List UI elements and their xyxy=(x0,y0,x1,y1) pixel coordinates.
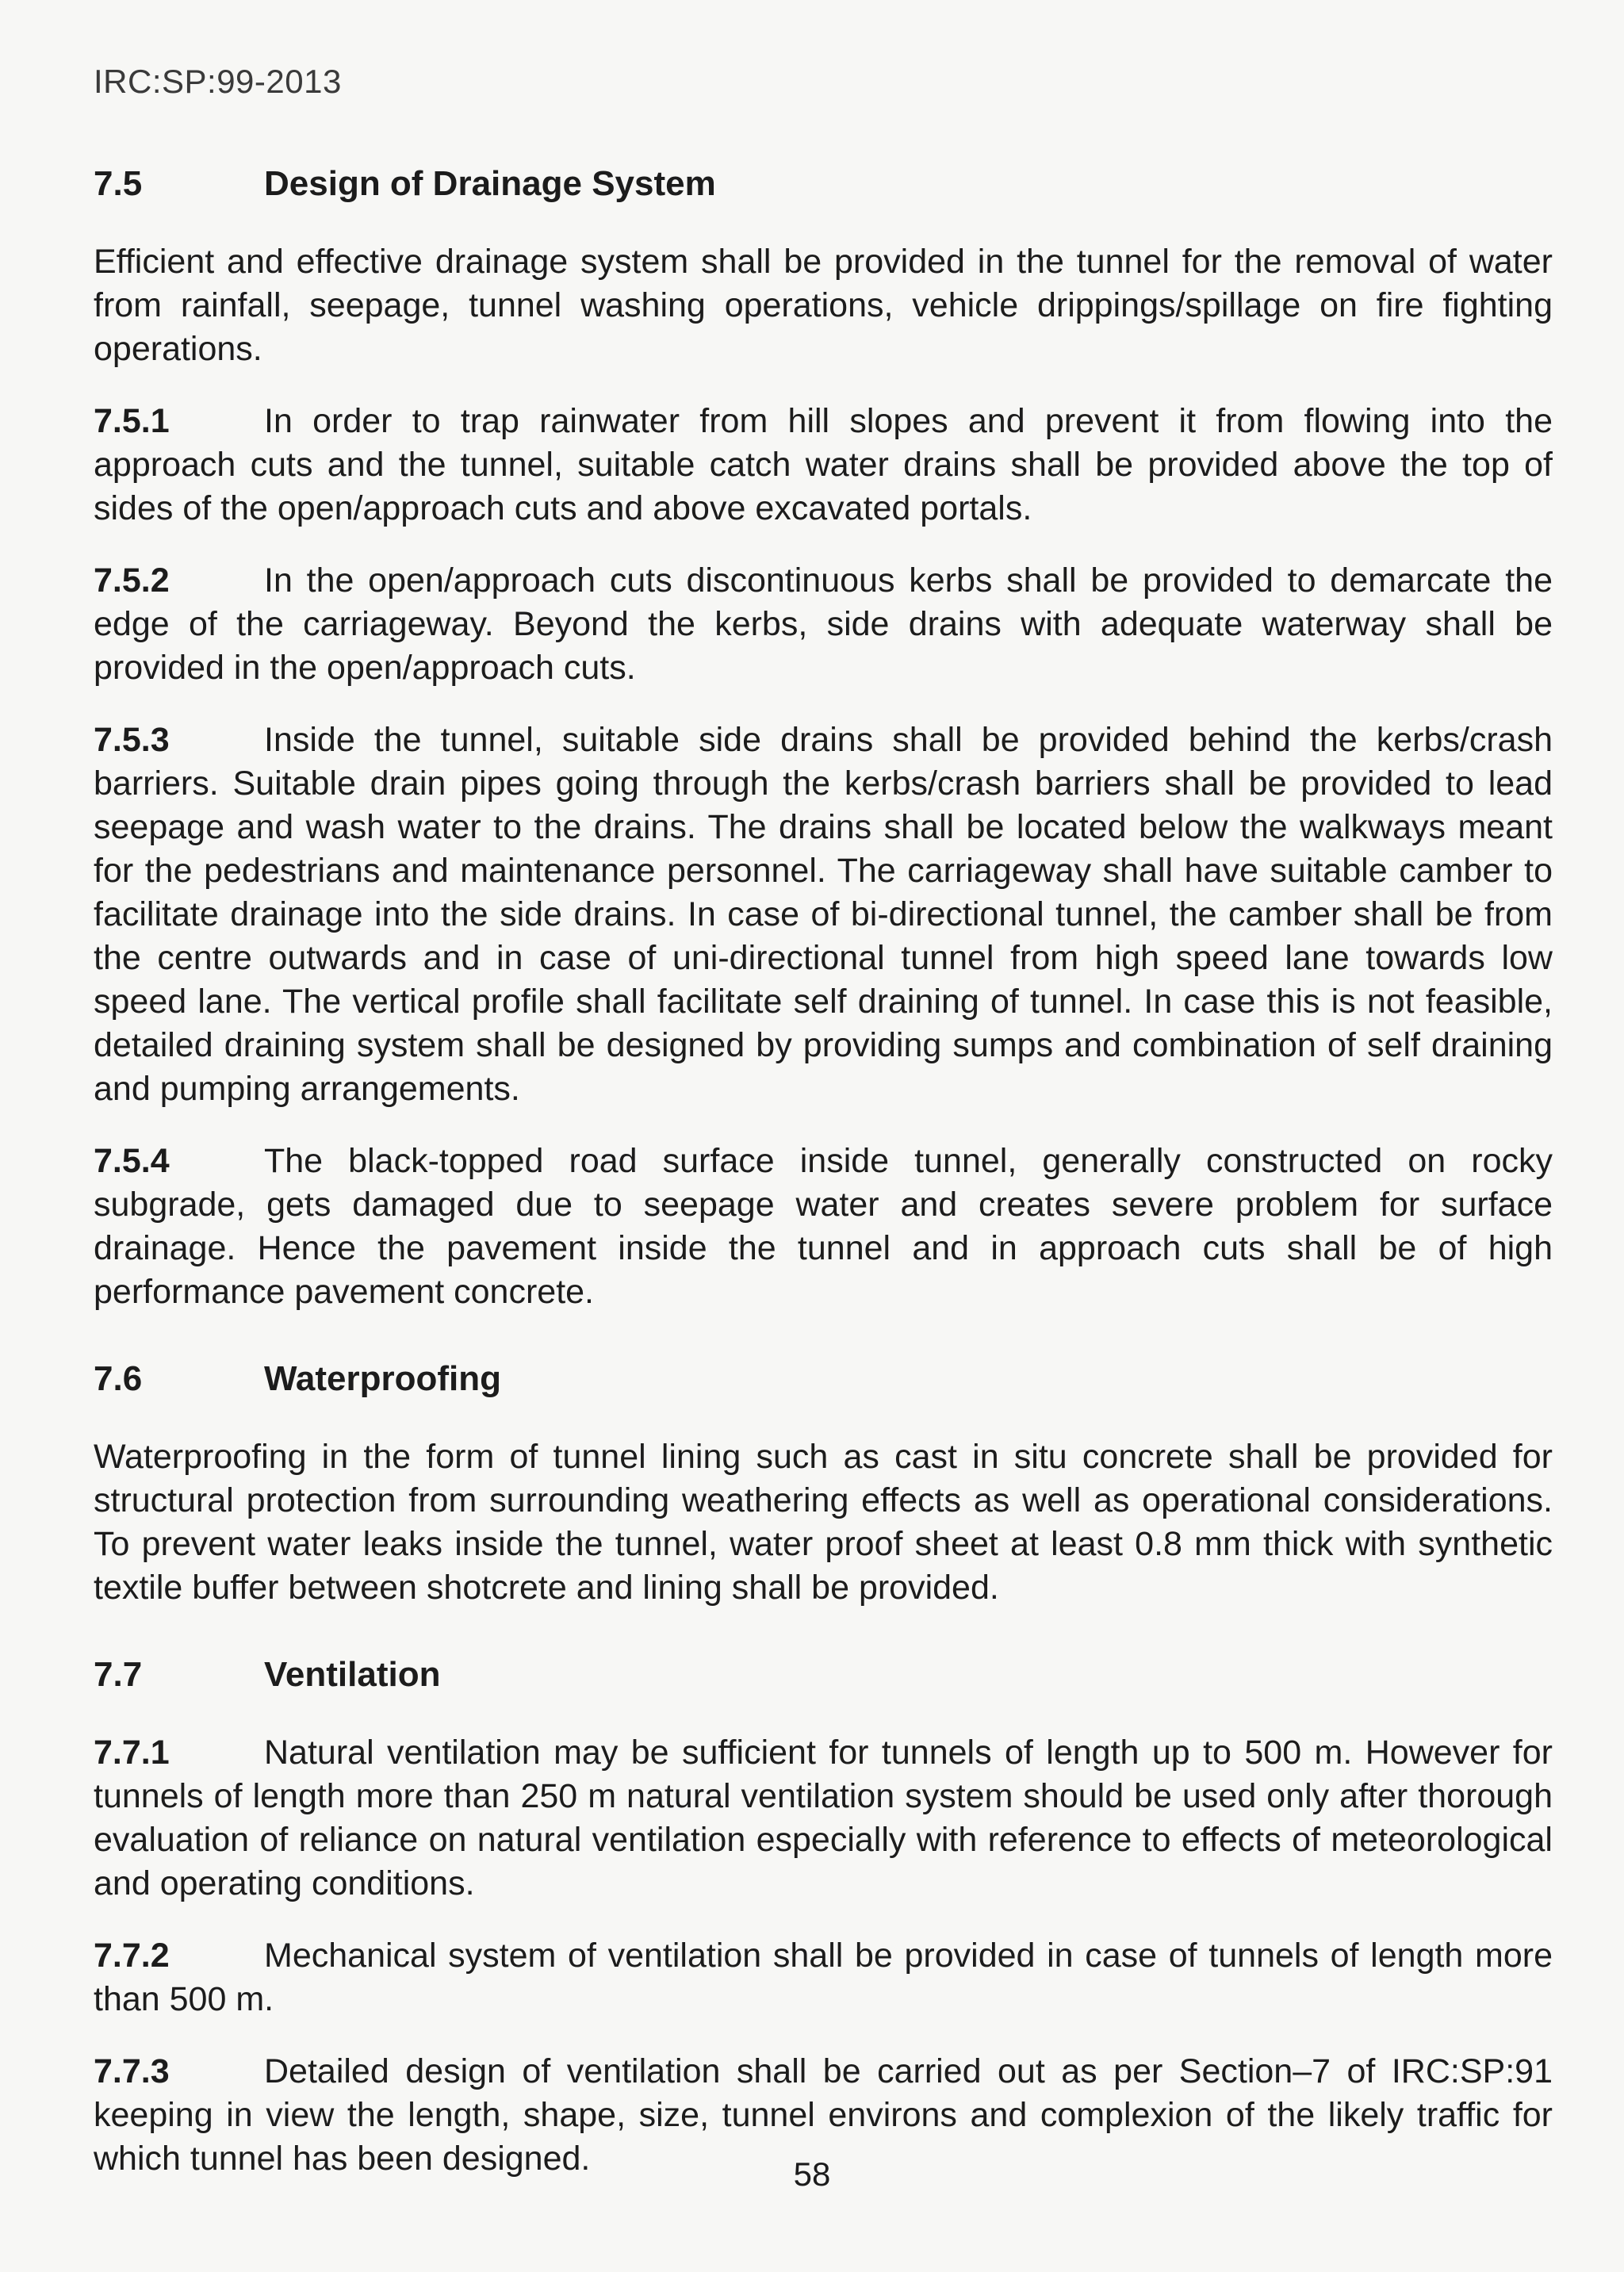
paragraph-7-5-1 xyxy=(94,400,1553,531)
section-title: Waterproofing xyxy=(264,1359,501,1399)
section-number: 7.7 xyxy=(94,1654,143,1694)
paragraph-7-5-2 xyxy=(94,559,1553,690)
paragraph-number: 7.5.3 xyxy=(94,721,170,760)
paragraph-text: The black-topped road surface inside tunnel, generally constructed on rocky subgrade, gets damaged due to seepage water and creates severe problem for surface drainage. Hence the pavement inside the tunnel and in approach cuts shall be of high performance pavement concrete. xyxy=(94,1142,1553,1312)
paragraph-text: Natural ventilation may be sufficient for tunnels of length up to 500 m. However for tunnels of length more than 250 m natural ventilation system should be used only after thorough evaluation of reliance on natural ventilation especially with reference to effects of meteorological and operating conditions. xyxy=(94,1733,1553,1902)
paragraph-text: In order to trap rainwater from hill slopes and prevent it from flowing into the approach cuts and the tunnel, suitable catch water drains shall be provided above the top of sides of the open/approach cuts and above excavated portals. xyxy=(94,402,1553,528)
paragraph-number: 7.5.1 xyxy=(94,402,170,441)
paragraph-number: 7.5.2 xyxy=(94,561,170,600)
paragraph-7-7-2 xyxy=(94,1934,1553,2021)
paragraph-number: 7.7.1 xyxy=(94,1733,170,1772)
section-heading-7-7 xyxy=(94,1654,1553,1696)
section-heading-7-5 xyxy=(94,163,1553,205)
paragraph-text: Efficient and effective drainage system shall be provided in the tunnel for the removal of water from rainfall, seepage, tunnel washing operations, vehicle drippings/spillage on fire fighting operations. xyxy=(94,243,1553,369)
paragraph-7-6-intro xyxy=(94,1435,1553,1610)
paragraph-number: 7.7.2 xyxy=(94,1936,170,1975)
section-title: Design of Drainage System xyxy=(264,164,716,204)
section-number: 7.6 xyxy=(94,1359,143,1399)
page-number: 58 xyxy=(793,2155,831,2193)
paragraph-number: 7.5.4 xyxy=(94,1142,170,1181)
paragraph-text: In the open/approach cuts discontinuous kerbs shall be provided to demarcate the edge of the carriageway. Beyond the kerbs, side drains with adequate waterway shall be provided in the open/approach cuts. xyxy=(94,561,1553,688)
section-heading-7-6 xyxy=(94,1358,1553,1400)
paragraph-text: Inside the tunnel, suitable side drains shall be provided behind the kerbs/crash barriers. Suitable drain pipes going through the kerbs/crash barriers shall be provided to lead seepage and wash water to the drains. The drains shall be located below the walkways meant for the pedestrians and maintenance personnel. The carriageway shall have suitable camber to facilitate drainage into the side drains. In case of bi-directional tunnel, the camber shall be from the centre outwards and in case of uni-directional tunnel from high speed lane towards low speed lane. The vertical profile shall facilitate self draining of tunnel. In case this is not feasible, detailed draining system shall be designed by providing sumps and combination of self draining and pumping arrangements. xyxy=(94,721,1553,1109)
paragraph-number: 7.7.3 xyxy=(94,2052,170,2090)
paragraph-7-5-4 xyxy=(94,1140,1553,1314)
paragraph-7-5-3 xyxy=(94,718,1553,1111)
paragraph-text: Mechanical system of ventilation shall be provided in case of tunnels of length more than 500 m. xyxy=(94,1936,1553,2018)
paragraph-text: Detailed design of ventilation shall be carried out as per Section–7 of IRC:SP:91 keeping in view the length, shape, size, tunnel environs and complexion of the likely traffic for which tunnel has been designed. xyxy=(94,2052,1553,2178)
paragraph-text: Waterproofing in the form of tunnel lining such as cast in situ concrete shall be provided for structural protection from surrounding weathering effects as well as operational considerations. To prevent water leaks inside the tunnel, water proof sheet at least 0.8 mm thick with synthetic textile buffer between shotcrete and lining shall be provided. xyxy=(94,1437,1553,1607)
document-id: IRC:SP:99-2013 xyxy=(94,63,342,100)
section-number: 7.5 xyxy=(94,164,143,204)
paragraph-7-5-intro xyxy=(94,240,1553,371)
section-title: Ventilation xyxy=(264,1654,441,1694)
paragraph-7-7-1 xyxy=(94,1731,1553,1906)
